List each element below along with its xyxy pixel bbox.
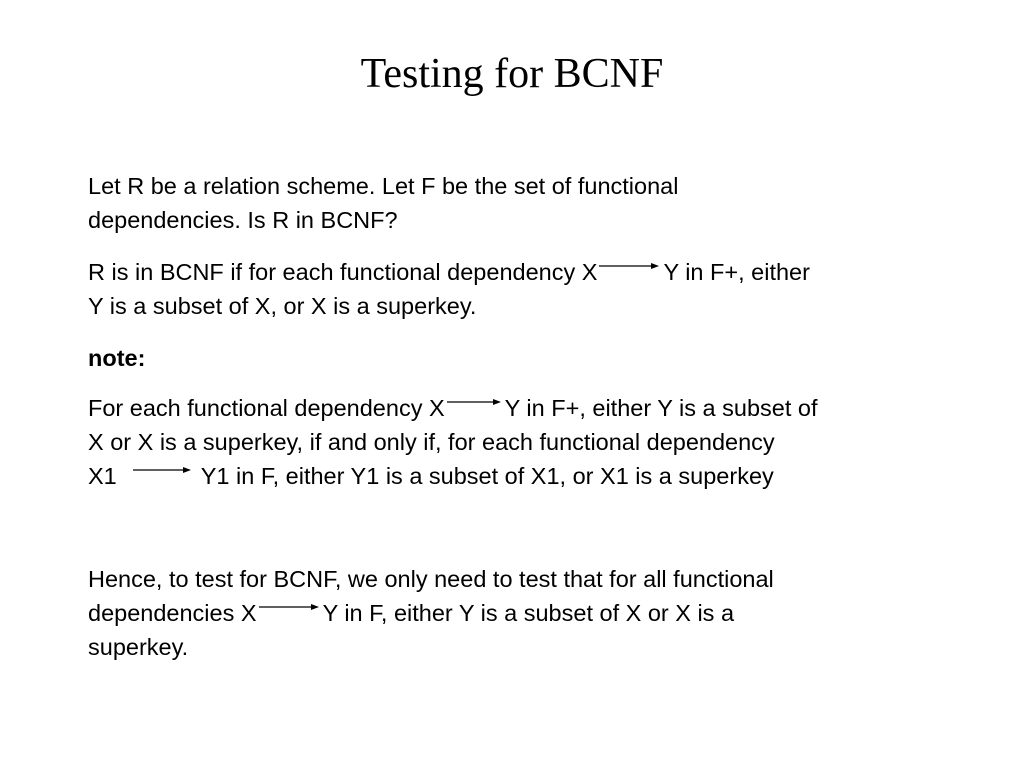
text-line: X or X is a superkey, if and only if, for each functional dependency (88, 429, 775, 455)
conclusion-paragraph (88, 562, 968, 664)
text-line (88, 596, 968, 630)
slide-title: Testing for BCNF (360, 51, 664, 97)
text-segment: Y1 in F, either Y1 is a subset of X1, or X1 is a superkey (200, 463, 774, 489)
text-line (88, 391, 968, 425)
note-label: note: (88, 345, 146, 371)
text-line: Let R be a relation scheme. Let F be the set of functional (88, 173, 679, 199)
text-line (88, 459, 968, 493)
arrow-icon (257, 620, 323, 621)
definition-paragraph (88, 169, 968, 237)
text-segment: Y in F+, either Y is a subset of (504, 395, 818, 421)
text-segment: Y in F, either Y is a subset of X or X is a (322, 600, 735, 626)
arrow-icon (445, 415, 505, 416)
text-segment: X1 (88, 463, 117, 489)
text-line: superkey. (88, 634, 189, 660)
arrow-icon (597, 279, 663, 280)
text-line: dependencies. Is R in BCNF? (88, 207, 398, 233)
text-line (88, 255, 968, 289)
text-segment: For each functional dependency X (88, 395, 445, 421)
text-line: Hence, to test for BCNF, we only need to test that for all functional (88, 566, 774, 592)
text-segment: R is in BCNF if for each functional dependency X (88, 259, 598, 285)
bcnf-condition-paragraph (88, 255, 968, 323)
text-line: Y is a subset of X, or X is a superkey. (88, 293, 477, 319)
text-segment: Y in F+, either (663, 259, 810, 285)
arrow-icon (117, 483, 201, 484)
note-paragraph (88, 391, 968, 493)
text-segment: dependencies X (88, 600, 257, 626)
